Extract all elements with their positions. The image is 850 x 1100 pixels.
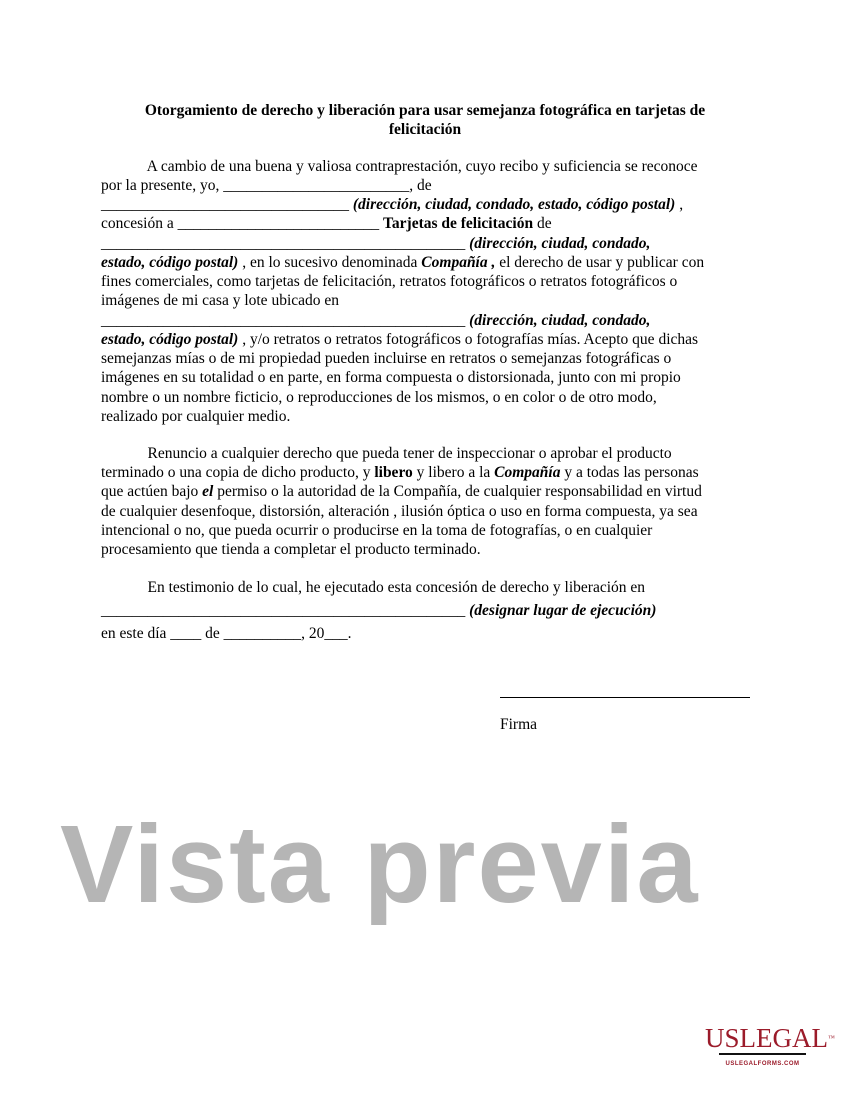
signature-label: Firma xyxy=(500,716,538,733)
logo-brand: USLEGAL xyxy=(705,1023,828,1053)
text-segment: , y/o retratos o retratos fotográficos o fotografías mías. Acepto que dichas xyxy=(238,331,699,348)
text-segment: Compañía , xyxy=(421,254,496,271)
text-segment: Renuncio a cualquier derecho que pueda tener de inspeccionar o aprobar el producto xyxy=(101,445,672,462)
text-segment: de cualquier desenfoque, distorsión, alteración , ilusión óptica o uso en forma compuesta, ya sea xyxy=(101,503,698,520)
body-line xyxy=(101,291,339,310)
preview-watermark: Vista previa xyxy=(60,803,700,926)
body-line xyxy=(101,624,352,643)
body-line xyxy=(101,407,290,426)
text-segment: libero xyxy=(374,464,413,481)
body-line xyxy=(101,176,432,195)
body-line xyxy=(101,195,683,214)
body-line xyxy=(101,272,677,291)
text-segment: (dirección, ciudad, condado, estado, código postal) xyxy=(352,196,676,213)
text-segment: y libero a la xyxy=(412,464,495,481)
text-segment: En testimonio de lo cual, he ejecutado esta concesión de derecho y liberación en xyxy=(101,579,646,596)
text-segment: de xyxy=(533,215,552,232)
text-segment: (dirección, ciudad, condado, xyxy=(469,312,651,329)
text-segment: en este día ____ de __________, 20___. xyxy=(101,625,352,642)
body-line xyxy=(101,521,652,540)
text-segment: Compañía xyxy=(494,464,561,481)
eagle-icon xyxy=(719,1053,806,1060)
text-segment: _______________________________________________ xyxy=(101,235,470,252)
text-segment: , xyxy=(675,196,684,213)
text-segment: imágenes en su totalidad o en parte, en forma compuesta o distorsionada, junto con mi propio xyxy=(101,369,681,386)
text-segment: estado, código postal) xyxy=(101,331,239,348)
body-line xyxy=(101,349,671,368)
body-line xyxy=(101,157,698,176)
body-line xyxy=(101,540,481,559)
body-line xyxy=(101,463,699,482)
body-line xyxy=(101,234,650,253)
text-segment: (dirección, ciudad, condado, xyxy=(469,235,651,252)
text-segment: concesión a __________________________ xyxy=(101,215,383,232)
text-segment: permiso o la autoridad de la Compañía, de cualquier responsabilidad en virtud xyxy=(213,483,702,500)
body-line xyxy=(101,330,698,349)
text-segment: Tarjetas de felicitación xyxy=(382,215,534,232)
document-title-line-1: Otorgamiento de derecho y liberación para usar semejanza fotográfica en tarjetas de xyxy=(144,102,706,119)
text-segment: (designar lugar de ejecución) xyxy=(469,602,657,619)
body-line xyxy=(101,444,672,463)
text-segment: imágenes de mi casa y lote ubicado en xyxy=(101,292,340,309)
text-segment: por la presente, yo, ________________________, de xyxy=(101,177,432,194)
document-title-line-2: felicitación xyxy=(388,121,462,138)
text-segment: nombre o un nombre ficticio, o reproducciones de los mismos, o en color o de otro modo, xyxy=(101,389,657,406)
text-segment: realizado por cualquier medio. xyxy=(101,408,291,425)
body-line xyxy=(101,601,656,620)
uslegal-logo xyxy=(705,1023,835,1067)
text-segment: estado, código postal) xyxy=(101,254,239,271)
body-line xyxy=(101,368,681,387)
text-segment: A cambio de una buena y valiosa contraprestación, cuyo recibo y suficiencia se reconoce xyxy=(101,158,698,175)
text-segment: ________________________________ xyxy=(101,196,353,213)
body-line xyxy=(101,502,698,521)
body-line xyxy=(101,388,657,407)
signature-line xyxy=(500,697,750,698)
text-segment: el derecho de usar y publicar con xyxy=(495,254,705,271)
body-line xyxy=(101,482,702,501)
text-segment: , en lo sucesivo denominada xyxy=(238,254,422,271)
body-line xyxy=(101,311,650,330)
text-segment: fines comerciales, como tarjetas de felicitación, retratos fotográficos o retratos fotográficos o xyxy=(101,273,678,290)
body-line xyxy=(101,578,645,597)
body-line xyxy=(101,214,552,233)
text-segment: procesamiento que tienda a completar el producto terminado. xyxy=(101,541,481,558)
text-segment: y a todas las personas xyxy=(560,464,699,481)
text-segment: el xyxy=(202,483,214,500)
text-segment: terminado o una copia de dicho producto, y xyxy=(101,464,375,481)
text-segment: intencional o no, que pueda ocurrir o producirse en la toma de fotografías, o en cualquier xyxy=(101,522,653,539)
text-segment: que actúen bajo xyxy=(101,483,203,500)
logo-tm: ™ xyxy=(828,1034,835,1042)
text-segment: semejanzas mías o de mi propiedad pueden incluirse en retratos o semejanzas fotográficas o xyxy=(101,350,672,367)
text-segment: _______________________________________________ xyxy=(101,602,470,619)
text-segment: _______________________________________________ xyxy=(101,312,470,329)
logo-url: USLEGALFORMS.COM xyxy=(725,1061,800,1067)
body-line xyxy=(101,253,704,272)
